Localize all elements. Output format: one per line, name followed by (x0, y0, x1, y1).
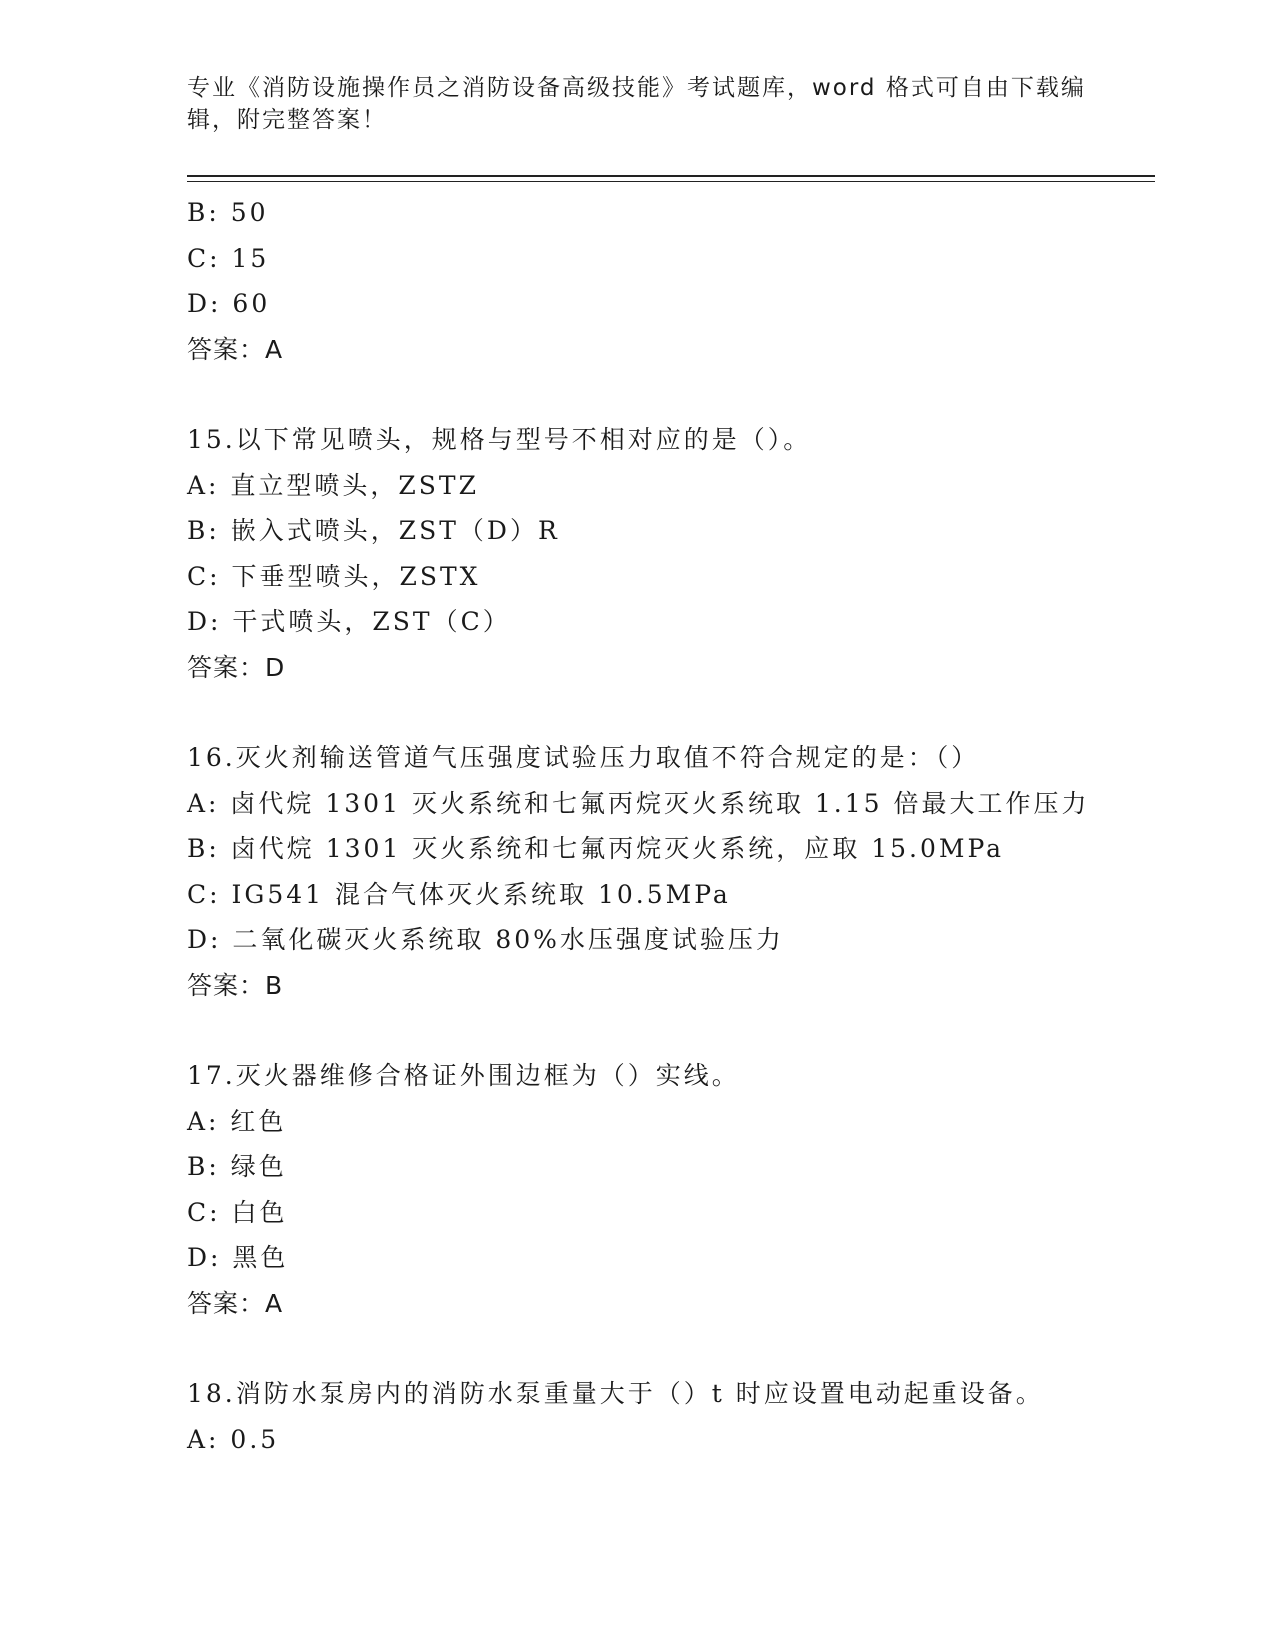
answer-line: 答案：A (187, 1288, 284, 1318)
option-line: D: 黑色 (187, 1243, 289, 1272)
block-spacer (187, 1008, 1155, 1053)
option-line: C: IG541 混合气体灭火系统取 10.5MPa (187, 879, 731, 909)
option-line: B: 绿色 (187, 1152, 287, 1181)
block-spacer (187, 372, 1155, 417)
option-line: C: 下垂型喷头，ZSTX (187, 561, 481, 591)
option-line: B: 卤代烷 1301 灭火系统和七氟丙烷灭火系统，应取 15.0MPa (187, 834, 1005, 863)
question-text: 18.消防水泵房内的消防水泵重量大于（）t 时应设置电动起重设备。 (187, 1379, 1044, 1408)
question-block (187, 190, 1155, 372)
question-text: 17.灭火器维修合格证外围边框为（）实线。 (187, 1061, 740, 1090)
option-line: D: 干式喷头，ZST（C） (187, 607, 511, 636)
question-list (187, 190, 1155, 1462)
header-divider-thick (187, 175, 1155, 177)
question-block (187, 417, 1155, 690)
option-line: A: 卤代烷 1301 灭火系统和七氟丙烷灭火系统取 1.15 倍最大工作压力 (187, 788, 1090, 818)
option-line: B: 50 (187, 198, 269, 227)
option-line: A: 红色 (187, 1106, 287, 1136)
question-text: 15.以下常见喷头，规格与型号不相对应的是（）。 (187, 425, 812, 454)
option-line: D: 二氧化碳灭火系统取 80%水压强度试验压力 (187, 925, 784, 954)
block-spacer (187, 1326, 1155, 1371)
option-line: C: 15 (187, 243, 270, 273)
question-text: 16.灭火剂输送管道气压强度试验压力取值不符合规定的是：（） (187, 743, 980, 772)
document-header: 专业《消防设施操作员之消防设备高级技能》考试题库，word 格式可自由下载编辑，附完整答案！ (187, 75, 1086, 133)
option-line: D: 60 (187, 289, 271, 318)
answer-line: 答案：A (187, 334, 284, 364)
block-spacer (187, 690, 1155, 735)
answer-line: 答案：B (187, 970, 284, 1000)
option-line: A: 直立型喷头，ZSTZ (187, 470, 479, 500)
question-block (187, 735, 1155, 1008)
option-line: A: 0.5 (187, 1424, 280, 1454)
question-block (187, 1371, 1155, 1462)
question-block (187, 1053, 1155, 1326)
option-line: B: 嵌入式喷头，ZST（D）R (187, 516, 560, 545)
header-divider-thin (187, 181, 1155, 182)
answer-line: 答案：D (187, 652, 286, 682)
option-line: C: 白色 (187, 1197, 288, 1227)
